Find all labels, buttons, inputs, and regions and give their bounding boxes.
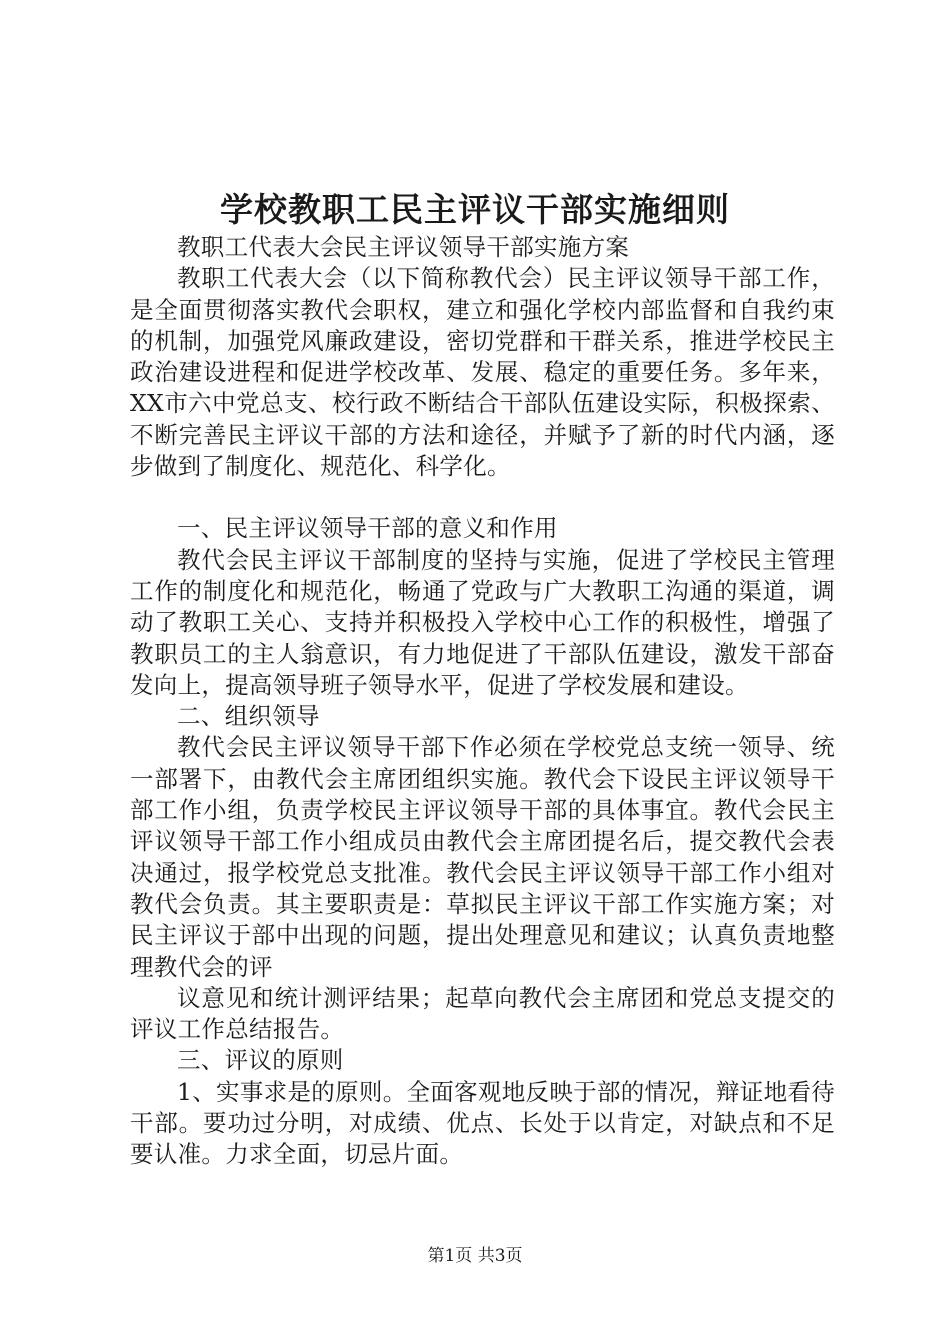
page-footer: 第1页 共3页 xyxy=(427,1246,523,1266)
subtitle-paragraph: 教职工代表大会民主评议领导干部实施方案 xyxy=(177,233,630,261)
section-heading-3: 三、评议的原则 xyxy=(177,1046,344,1075)
section-heading-1: 一、民主评议领导干部的意义和作用 xyxy=(177,514,558,543)
section-2-paragraph: 教代会民主评议领导干部下作必须在学校党总支统一领导、统一部署下，由教代会主席团组织实施。教代会下设民主评议领导干部工作小组，负责学校民主评议领导干部的具体事宜。教代会民主评议领导干部工作小组成员由教代会主席团提名后，提交教代会表决通过，报学校党总支批准。教代会民主评议领导干部工作小组对教代会负责。其主要职责是：草拟民主评议干部工作实施方案；对民主评议于部中出现的问题，提出处理意见和建议；认真负责地整理教代会的评 xyxy=(130,733,835,981)
document-body xyxy=(130,232,835,1171)
section-1-paragraph: 教代会民主评议干部制度的坚持与实施，促进了学校民主管理工作的制度化和规范化，畅通了党政与广大教职工沟通的渠道，调动了教职工关心、支持并积极投入学校中心工作的积极性，增强了教职员工的主人翁意识，有力地促进了干部队伍建设，激发干部奋发向上，提高领导班子领导水平，促进了学校发展和建设。 xyxy=(130,545,835,699)
section-2-continued-paragraph: 议意见和统计测评结果；起草向教代会主席团和党总支提交的评议工作总结报告。 xyxy=(130,983,835,1044)
intro-paragraph: 教职工代表大会（以下简称教代会）民主评议领导干部工作，是全面贯彻落实教代会职权，建立和强化学校内部监督和自我约束的机制，加强党风廉政建设，密切党群和干群关系，推进学校民主政治建设进程和促进学校改革、发展、稳定的重要任务。多年来，XX市六中党总支、校行政不断结合干部队伍建设实际，积极探索、不断完善民主评议干部的方法和途径，并赋予了新的时代内涵，逐步做到了制度化、规范化、科学化。 xyxy=(130,264,835,481)
document-title: 学校教职工民主评议干部实施细则 xyxy=(220,190,730,229)
section-3-item-1-paragraph: 1、实事求是的原则。全面客观地反映于部的情况，辩证地看待干部。要功过分明，对成绩、优点、长处于以肯定，对缺点和不足要认准。力求全面，切忌片面。 xyxy=(130,1077,835,1169)
section-heading-2: 二、组织领导 xyxy=(177,702,320,731)
